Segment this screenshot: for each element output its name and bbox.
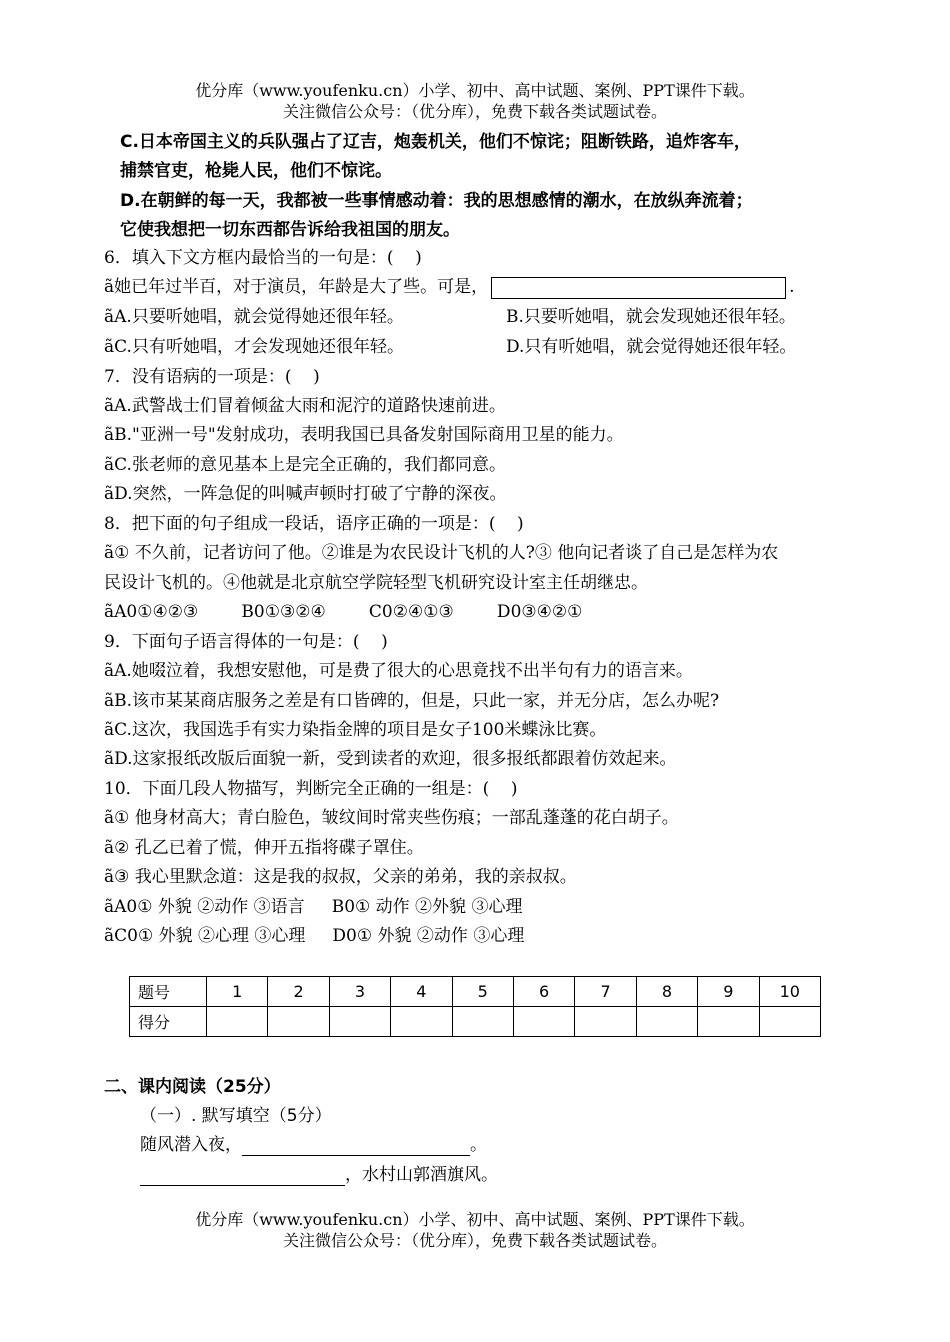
score-table-number: 7 bbox=[575, 977, 636, 1007]
score-table-row2-label: 得分 bbox=[130, 1007, 207, 1037]
q9-stem: 9．下面句子语言得体的一句是：( ) bbox=[104, 632, 388, 652]
poem-line-2 bbox=[140, 1164, 498, 1186]
q6-sentence: ã她已年过半百，对于演员，年龄是大了些。可是， bbox=[104, 277, 489, 297]
score-cell bbox=[575, 1007, 636, 1037]
q8-options: ãA0①④②③ B0①③②④ C0②④①③ D0③④②① bbox=[104, 602, 583, 622]
score-table-number: 5 bbox=[452, 977, 513, 1007]
header-line-1: 优分库（www.youfenku.cn）小学、初中、高中试题、案例、PPT课件下载。 bbox=[195, 81, 755, 100]
header-line-2: 关注微信公众号：（优分库），免费下载各类试题试卷。 bbox=[282, 102, 667, 121]
q10-sentence-2: ã② 孔乙已着了慌，伸开五指将碟子罩住。 bbox=[104, 838, 424, 858]
q6-stem: 6．填入下文方框内最恰当的一句是：( ) bbox=[104, 248, 422, 268]
q6-option-b: B.只要听她唱，就会发现她还很年轻。 bbox=[506, 307, 796, 327]
q5-option-c-line2: 捕禁官吏，枪毙人民，他们不惊诧。 bbox=[120, 161, 392, 181]
score-table-number: 2 bbox=[268, 977, 329, 1007]
q8-sentences-line1: ã① 不久前，记者访问了他。②谁是为农民设计飞机的人?③ 他向记者谈了自己是怎样为农 bbox=[104, 543, 779, 563]
score-cell bbox=[698, 1007, 759, 1037]
q6-option-d: D.只有听她唱，就会觉得她还很年轻。 bbox=[506, 337, 797, 357]
q6-answer-box bbox=[491, 277, 786, 299]
footer-line-2: 关注微信公众号：（优分库），免费下载各类试题试卷。 bbox=[282, 1231, 667, 1250]
q5-option-c-line1: C.日本帝国主义的兵队强占了辽吉，炮轰机关，他们不惊诧；阻断铁路，追炸客车， bbox=[120, 132, 751, 152]
score-table-number: 1 bbox=[207, 977, 268, 1007]
q9-option-d: ãD.这家报纸改版后面貌一新，受到读者的欢迎，很多报纸都跟着仿效起来。 bbox=[104, 749, 677, 769]
poem-blank-1 bbox=[242, 1135, 470, 1156]
q7-option-b: ãB."亚洲一号"发射成功，表明我国已具备发射国际商用卫星的能力。 bbox=[104, 425, 624, 445]
poem-line-1-end: 。 bbox=[470, 1135, 487, 1155]
score-table bbox=[129, 976, 821, 1037]
q10-stem: 10．下面几段人物描写，判断完全正确的一组是：( ) bbox=[104, 779, 518, 799]
score-cell bbox=[268, 1007, 329, 1037]
q6-option-a: ãA.只要听她唱，就会觉得她还很年轻。 bbox=[104, 307, 404, 327]
q7-option-c: ãC.张老师的意见基本上是完全正确的，我们都同意。 bbox=[104, 455, 506, 475]
score-cell bbox=[452, 1007, 513, 1037]
score-cell bbox=[636, 1007, 697, 1037]
footer-line-1: 优分库（www.youfenku.cn）小学、初中、高中试题、案例、PPT课件下载。 bbox=[195, 1210, 755, 1229]
section-2-subtitle: （一）. 默写填空（5分） bbox=[140, 1106, 332, 1126]
poem-blank-2 bbox=[140, 1165, 345, 1186]
score-cell bbox=[513, 1007, 574, 1037]
score-table-number: 4 bbox=[391, 977, 452, 1007]
q7-stem: 7．没有语病的一项是：( ) bbox=[104, 367, 320, 387]
score-cell bbox=[391, 1007, 452, 1037]
q9-option-c: ãC.这次，我国选手有实力染指金牌的项目是女子100米蝶泳比赛。 bbox=[104, 720, 607, 740]
score-table-number: 10 bbox=[759, 977, 820, 1007]
q6-option-c: ãC.只有听她唱，才会发现她还很年轻。 bbox=[104, 337, 404, 357]
q8-stem: 8．把下面的句子组成一段话，语序正确的一项是：( ) bbox=[104, 514, 524, 534]
q10-sentence-1: ã① 他身材高大；青白脸色，皱纹间时常夹些伤痕；一部乱蓬蓬的花白胡子。 bbox=[104, 808, 679, 828]
q10-options-cd: ãC0① 外貌 ②心理 ③心理 D0① 外貌 ②动作 ③心理 bbox=[104, 926, 525, 946]
poem-line-1-text: 随风潜入夜， bbox=[140, 1135, 242, 1155]
score-cell bbox=[329, 1007, 390, 1037]
score-table-row1-label: 题号 bbox=[130, 977, 207, 1007]
poem-line-1 bbox=[140, 1134, 487, 1156]
q9-option-a: ãA.她啜泣着，我想安慰他，可是费了很大的心思竟找不出半句有力的语言来。 bbox=[104, 661, 693, 681]
score-table-score-row bbox=[130, 1007, 821, 1037]
q5-option-d-line2: 它使我想把一切东西都告诉给我祖国的朋友。 bbox=[120, 220, 460, 240]
q6-text bbox=[104, 276, 795, 299]
q5-option-d-line1: D.在朝鲜的每一天，我都被一些事情感动着：我的思想感情的潮水，在放纵奔流着； bbox=[120, 191, 753, 211]
score-cell bbox=[207, 1007, 268, 1037]
q8-sentences-line2: 民设计飞机的。④他就是北京航空学院轻型飞机研究设计室主任胡继忠。 bbox=[104, 573, 648, 593]
poem-line-2-text: ，水村山郭酒旗风。 bbox=[345, 1165, 498, 1185]
score-cell bbox=[759, 1007, 820, 1037]
score-table-number: 6 bbox=[513, 977, 574, 1007]
score-table-number: 3 bbox=[329, 977, 390, 1007]
q10-options-ab: ãA0① 外貌 ②动作 ③语言 B0① 动作 ②外貌 ③心理 bbox=[104, 897, 523, 917]
score-table-number: 8 bbox=[636, 977, 697, 1007]
q6-end-mark: . bbox=[789, 277, 795, 297]
score-table-number-row bbox=[130, 977, 821, 1007]
q7-option-a: ãA.武警战士们冒着倾盆大雨和泥泞的道路快速前进。 bbox=[104, 396, 506, 416]
score-table-number: 9 bbox=[698, 977, 759, 1007]
q10-sentence-3: ã③ 我心里默念道：这是我的叔叔，父亲的弟弟，我的亲叔叔。 bbox=[104, 867, 577, 887]
section-2-title: 二、课内阅读（25分） bbox=[104, 1077, 281, 1097]
q9-option-b: ãB.该市某某商店服务之差是有口皆碑的，但是，只此一家，并无分店，怎么办呢? bbox=[104, 691, 720, 711]
q7-option-d: ãD.突然，一阵急促的叫喊声顿时打破了宁静的深夜。 bbox=[104, 484, 507, 504]
